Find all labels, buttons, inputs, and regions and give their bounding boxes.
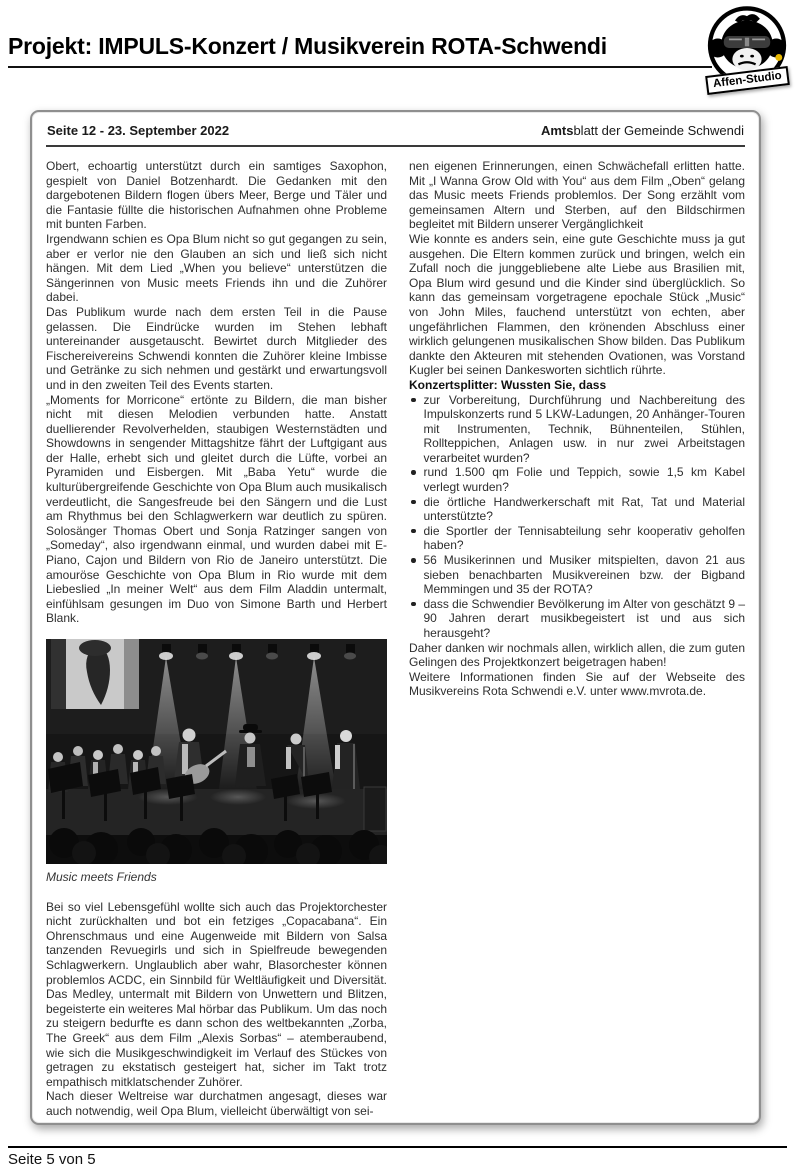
paragraph: Weitere Informationen finden Sie auf der Webseite des Musikvereins Rota Schwendi e.V. unter www.mvrota.de. [409,669,745,699]
logo-label: Affen-Studio [705,66,790,95]
paragraph: Das Publikum wurde nach dem ersten Teil in die Pause gelassen. Die Eindrücke wurden im Stehen lebhaft untereinander ausgetauscht. Bewirtet durch Mitglieder des Fischereivereins Schwendi konnten die Zuhörer kleine Imbisse und Getränke zu sich nehmen und gestärkt und erwartungsvoll und in den zweiten Teil des Events starten. [46,304,387,392]
bullet-icon [411,558,416,563]
masthead-date: Seite 12 - 23. September 2022 [47,123,230,138]
masthead-publication-bold: Amts [540,123,574,138]
list-item [409,524,745,553]
fact-list [409,393,745,641]
list-item [409,465,745,494]
masthead-publication [541,123,744,138]
document-page [30,110,761,1125]
footer-divider [8,1146,787,1148]
bullet-icon [411,500,416,505]
bullet-icon [411,398,416,403]
list-item-text: dass die Schwendier Bevölkerung im Alter von geschätzt 9 – 90 Jahren derart musikbegeistert ist und aus sich herausgeht? [423,596,746,640]
list-item [409,393,745,466]
list-item-text: die Sportler der Tennisabteilung sehr kooperativ geholfen haben? [423,523,745,553]
bullet-icon [411,602,416,607]
bullet-icon [411,470,416,475]
paragraph: Wie konnte es anders sein, eine gute Geschichte muss ja gut ausgehen. Die Eltern kommen zurück und bringen, welch ein Zufall noch die junggebliebene alte Liebe aus Brasilien mit, Opa Blum wird gesund und die Kinder sind überglücklich. So kann das gemeinsam vorgetragene epochale Stück „Music“ von John Miles, fauchend unterstützt von echten, aber ungefährlichen Flammen, den krönenden Abschluss einer wirklich gelungenen musikalischen Show bilden. Das Publikum dankte den Akteuren mit stehenden Ovationen, was Vorstand Kugler bei seinen Dankesworten sichtlich rührte. [409,231,745,378]
paragraph: „Moments for Morricone“ ertönte zu Bildern, die man bisher nicht mit diesen Melodien verbunden hatte. Anstatt duellierender Revolverhelden, staubigen Westernstädten und Showdowns in sengender Mittagshitze fährt der Luftgigant aus der Halle, erhebt sich und gleitet durch die Lüfte, vorbei an Pyramiden und Eisbergen. Mit „Baba Yetu“ wurde die kulturübergreifende Geschichte von Opa Blum auch musikalisch verdeutlicht, die Sangesfreude bei den Sängern und die Lust am Rhythmus bei den Schlagwerkern war deutlich zu spüren. Solosänger Thomas Obert und Sonja Ratzinger sangen von „Someday“, also irgendwann einmal, und wurden dabei mit E-Piano, Cajon und Bildern von Rio de Janeiro unterstützt. Die amouröse Geschichte von Opa Blum in Rio wurde mit dem Liebeslied „In meiner Welt“ aus dem Film Aladdin untermalt, einfühlsam gesungen im Duo von Simone Barth und Herbert Blank. [46,392,387,626]
page-indicator: Seite 5 von 5 [8,1151,96,1168]
list-item [409,495,745,524]
concert-photo [46,639,387,864]
paragraph: Nach dieser Weltreise war durchatmen angesagt, dieses war auch notwendig, weil Opa Blum, vielleicht überwältigt von sei- [46,1089,387,1118]
article-columns [46,159,745,1119]
list-item-text: die örtliche Handwerkerschaft mit Rat, Tat und Material unterstützte? [423,494,745,524]
list-item-text: zur Vorbereitung, Durchführung und Nachbereitung des Impulskonzerts rund 5 LKW-Ladungen, 20 Anhänger-Touren mit Instrumenten, Technik, Bühnenteilen, Stühlen, Rollteppichen, Anlagen usw. in nur zwei Arbeitstagen verarbeitet wurden? [423,392,745,465]
list-item-text: 56 Musikerinnen und Musiker mitspielten, davon 21 aus sieben benachbarten Musikvereinen bzw. der Bigband Memmingen und 35 der ROTA? [423,553,745,597]
paragraph: Daher danken wir nochmals allen, wirklich allen, die zum guten Gelingen des Projektkonzert beigetragen haben! [409,640,745,670]
bullet-icon [411,529,416,534]
paragraph: Obert, echoartig unterstützt durch ein samtiges Saxophon, gespielt von Daniel Botzenhardt. Die Gedanken mit den dargebotenen Bildern flogen übers Meer, Berge und Täler und die Fantasie füllte die historischen Aufnahmen ohne Probleme mit bunten Farben. [46,159,387,232]
affen-studio-logo [704,5,794,100]
masthead-publication-rest: blatt der Gemeinde Schwendi [573,123,744,138]
page-title: Projekt: IMPULS-Konzert / Musikverein ROTA-Schwendi [8,33,607,59]
title-divider [8,66,712,68]
list-item-text: rund 1.500 qm Folie und Teppich, sowie 1,5 km Kabel verlegt wurden? [423,465,745,495]
paragraph: Irgendwann schien es Opa Blum nicht so gut gegangen zu sein, aber er verlor nie den Glauben an sich und ließ sich nicht hängen. Mit dem Lied „When you believe“ unterstützen die Sängerinnen von Music meets Friends ihn und die Zuhörer dabei. [46,231,387,305]
section-heading: Konzertsplitter: Wussten Sie, dass [409,377,607,392]
paragraph: nen eigenen Erinnerungen, einen Schwächefall erlitten hatte. Mit „I Wanna Grow Old with You“ aus dem Film „Oben“ gelang das Music meets Friends problemlos. Der Song erzählt vom gemeinsamen Altern und Sterben, auf den Bildschirmen begleitet mit Bildern unserer Vergänglichkeit [409,159,745,232]
list-item [409,597,745,641]
right-column [409,159,745,1119]
paragraph: Bei so viel Lebensgefühl wollte sich auch das Projektorchester nicht zurückhalten und bot ein fetziges „Copacabana“. Ein Ohrenschmaus und eine Augenweide mit Bildern von Salsa tanzenden Revuegirls und sich in Spielfreude bewegenden Schlagwerkern. Unglaublich aber wahr, Blasorchester können problemlos ACDC, ein Sinnbild für Weltläufigkeit und Diversität. Das Medley, untermalt mit Bildern von Unwettern und Blitzen, begeisterte ein weiteres Mal hörbar das Publikum. Um das noch zu steigern bedurfte es dann schon des weltbekannten „Zorba, The Greek“ aus dem Film „Alexis Sorbas“ – atemberaubend, wie sich die Musikgeschwindigkeit im Verlauf des Stückes von getragen zu ekstatisch gesteigert hat, sicher im Takt trotz empathisch mitklatschender Zuhörer. [46,899,387,1089]
left-column [46,159,387,1119]
masthead [46,112,745,147]
list-item [409,553,745,597]
photo-caption: Music meets Friends [46,870,157,884]
